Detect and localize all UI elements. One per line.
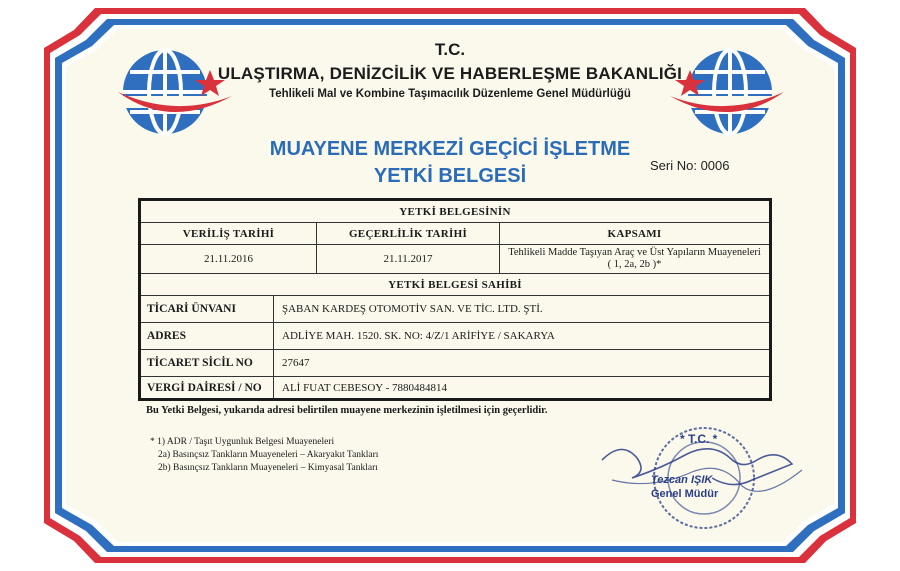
footnote-item: 2b) Basınçsız Tankların Muayeneleri – Kimyasal Tankları <box>158 463 378 473</box>
column-scope: KAPSAMI <box>500 223 771 245</box>
column-validity-date: GEÇERLİLİK TARİHİ <box>317 223 500 245</box>
column-issue-date: VERİLİŞ TARİHİ <box>140 223 317 245</box>
header-tc: T.C. <box>434 40 466 59</box>
serial-number: Seri No: 0006 <box>650 158 730 173</box>
value-trade-name: ŞABAN KARDEŞ OTOMOTİV SAN. VE TİC. LTD. ŞTİ. <box>274 296 770 323</box>
footnotes <box>150 436 378 475</box>
validity-date-value: 21.11.2017 <box>317 245 500 274</box>
document-title-line1: MUAYENE MERKEZİ GEÇİCİ İŞLETME <box>269 138 631 160</box>
table-row <box>141 323 769 350</box>
holder-table <box>141 296 769 398</box>
stamp-tc: * T.C. * <box>680 432 718 446</box>
table-row <box>140 200 771 223</box>
label-tax-office: VERGİ DAİRESİ / NO <box>141 377 274 399</box>
table-row <box>141 377 769 399</box>
label-address: ADRES <box>141 323 274 350</box>
footnote-item: 2a) Basınçsız Tankların Muayeneleri – Akaryakıt Tankları <box>158 450 379 460</box>
footnote-item: * 1) ADR / Taşıt Uygunluk Belgesi Muayeneleri <box>150 437 335 447</box>
table-row <box>141 296 769 323</box>
header-directorate: Tehlikeli Mal ve Kombine Taşımacılık Düzenleme Genel Müdürlüğü <box>269 88 631 100</box>
stamp-signer-name: Tezcan IŞIK <box>651 474 713 486</box>
label-trade-registry: TİCARET SİCİL NO <box>141 350 274 377</box>
issue-date-value: 21.11.2016 <box>140 245 317 274</box>
stamp-signer-role: Genel Müdür <box>651 488 719 500</box>
value-tax-office: ALİ FUAT CEBESOY - 7880484814 <box>274 377 770 399</box>
table-row <box>140 274 771 296</box>
table-row <box>140 223 771 245</box>
table-row <box>140 296 771 400</box>
value-address: ADLİYE MAH. 1520. SK. NO: 4/Z/1 ARİFİYE / SAKARYA <box>274 323 770 350</box>
certificate-table <box>138 198 772 401</box>
scope-value: Tehlikeli Madde Taşıyan Araç ve Üst Yapıların Muayeneleri ( 1, 2a, 2b )* <box>500 245 771 274</box>
validity-note: Bu Yetki Belgesi, yukarıda adresi belirtilen muayene merkezinin işletilmesi için geçerlidir. <box>146 405 548 416</box>
document-title-line2: YETKİ BELGESİ <box>373 165 527 187</box>
label-trade-name: TİCARİ ÜNVANI <box>141 296 274 323</box>
header-ministry: ULAŞTIRMA, DENİZCİLİK VE HABERLEŞME BAKANLIĞI <box>217 64 683 83</box>
section-title-certificate: YETKİ BELGESİNİN <box>140 200 771 223</box>
section-title-holder: YETKİ BELGESİ SAHİBİ <box>140 274 771 296</box>
table-row <box>140 245 771 274</box>
table-row <box>141 350 769 377</box>
value-trade-registry: 27647 <box>274 350 770 377</box>
